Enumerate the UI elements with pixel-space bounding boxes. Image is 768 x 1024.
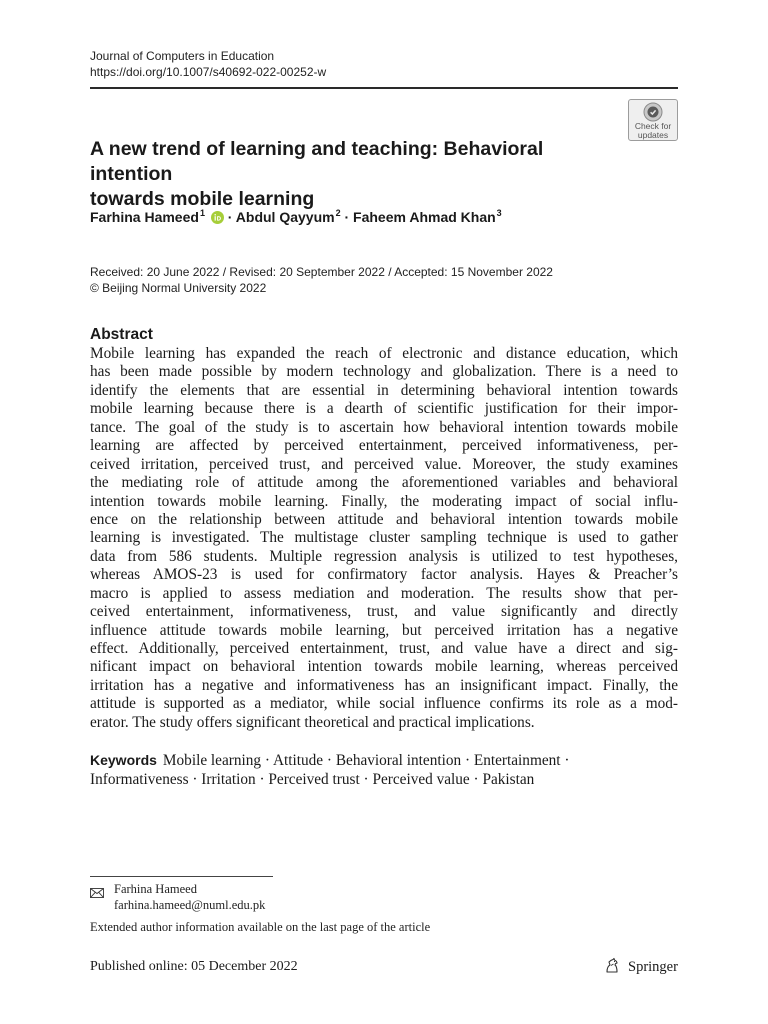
abstract-line: attitude is supported as a mediator, while social influence confirms its role as a mod- <box>90 695 678 713</box>
keywords-label: Keywords <box>90 752 157 768</box>
doi-link[interactable]: https://doi.org/10.1007/s40692-022-00252-w <box>90 65 327 79</box>
author-affiliation-mark: 3 <box>496 208 502 218</box>
envelope-icon <box>90 885 104 903</box>
corresponding-author-email[interactable]: farhina.hameed@numl.edu.pk <box>114 898 266 912</box>
journal-header <box>90 48 326 80</box>
author-affiliation-mark: 1 <box>199 208 205 218</box>
check-for-updates-label <box>629 122 677 140</box>
abstract-line: mobile learning because there is a dearth of scientific justification for their impor- <box>90 400 678 418</box>
author-list <box>90 208 502 227</box>
extended-author-info-note: Extended author information available on the last page of the article <box>90 920 431 934</box>
journal-name: Journal of Computers in Education <box>90 49 275 63</box>
springer-horse-icon <box>603 957 621 975</box>
keywords-line <box>90 751 678 770</box>
check-for-updates-icon <box>642 102 664 122</box>
abstract-heading: Abstract <box>90 326 153 343</box>
abstract-line: identify the elements that are essential in determining behavioral intention towards <box>90 381 678 399</box>
orcid-icon[interactable] <box>211 211 224 227</box>
abstract-line: data from 586 students. Multiple regression analysis is utilized to test hypotheses, <box>90 547 678 565</box>
abstract-body <box>90 345 678 732</box>
abstract-line: intention towards mobile learning. Finally, the moderating impact of social influ- <box>90 492 678 510</box>
author-name[interactable]: Abdul Qayyum <box>235 209 335 225</box>
abstract-line: ceived entertainment, informativeness, trust, and value significantly and directly <box>90 603 678 621</box>
check-for-updates-line2: updates <box>637 130 669 140</box>
header-divider <box>90 87 678 89</box>
springer-logo[interactable] <box>603 957 678 979</box>
abstract-line: effect. Additionally, perceived entertainment, trust, and value have a direct and sig- <box>90 640 678 657</box>
abstract-line: learning are affected by perceived entertainment, perceived informativeness, per- <box>90 437 678 455</box>
abstract-line: ence on the relationship between attitude and behavioral intention towards mobile <box>90 510 678 528</box>
published-online-date: Published online: 05 December 2022 <box>90 959 298 974</box>
abstract-line: ceived irritation, perceived trust, and perceived value. Moreover, the study examines <box>90 455 678 473</box>
corresponding-author-name: Farhina Hameed <box>114 882 197 896</box>
author-affiliation-mark: 2 <box>335 208 341 218</box>
article-title <box>90 137 630 212</box>
check-for-updates-badge[interactable] <box>628 99 678 141</box>
abstract-line: nificant impact on behavioral intention towards mobile learning, whereas perceived <box>90 658 678 676</box>
abstract-line: influence attitude towards mobile learning, but perceived irritation has a negative <box>90 621 678 639</box>
footnote-divider <box>90 876 273 877</box>
keywords-list: Mobile learning · Attitude · Behavioral intention · Entertainment · <box>162 752 570 769</box>
abstract-line: erator. The study offers significant theoretical and practical implications. <box>90 713 535 731</box>
keywords-line: Informativeness · Irritation · Perceived trust · Perceived value · Pakistan <box>90 771 535 788</box>
article-history <box>90 264 553 296</box>
author-separator: · <box>344 209 350 225</box>
abstract-line: learning is investigated. The multistage cluster sampling technique is used to gather <box>90 529 678 547</box>
keywords-block <box>90 751 678 789</box>
abstract-line: the mediating role of attitude among the aforementioned variables and behavioral <box>90 474 678 492</box>
check-for-updates-line1: Check for <box>634 121 672 131</box>
abstract-line: whereas AMOS-23 is used for confirmatory factor analysis. Hayes & Preacher’s <box>90 566 678 584</box>
history-dates: Received: 20 June 2022 / Revised: 20 September 2022 / Accepted: 15 November 2022 <box>90 265 553 279</box>
abstract-line: Mobile learning has expanded the reach of electronic and distance education, which <box>90 345 678 362</box>
abstract-line: tance. The goal of the study is to ascertain how behavioral intention towards mobile <box>90 418 678 436</box>
abstract-line: macro is applied to assess mediation and moderation. The results show that per- <box>90 584 678 602</box>
abstract-line: irritation has a negative and informativeness has an insignificant impact. Finally, the <box>90 676 678 694</box>
copyright-line: © Beijing Normal University 2022 <box>90 281 267 295</box>
author-separator: · <box>227 209 233 225</box>
abstract-line: has been made possible by modern technology and globalization. There is a need to <box>90 363 678 381</box>
author-name[interactable]: Farhina Hameed <box>90 209 199 225</box>
springer-wordmark: Springer <box>628 959 678 975</box>
title-line: towards mobile learning <box>90 188 315 210</box>
author-name[interactable]: Faheem Ahmad Khan <box>353 209 496 225</box>
title-line: A new trend of learning and teaching: Behavioral intention <box>90 138 544 185</box>
